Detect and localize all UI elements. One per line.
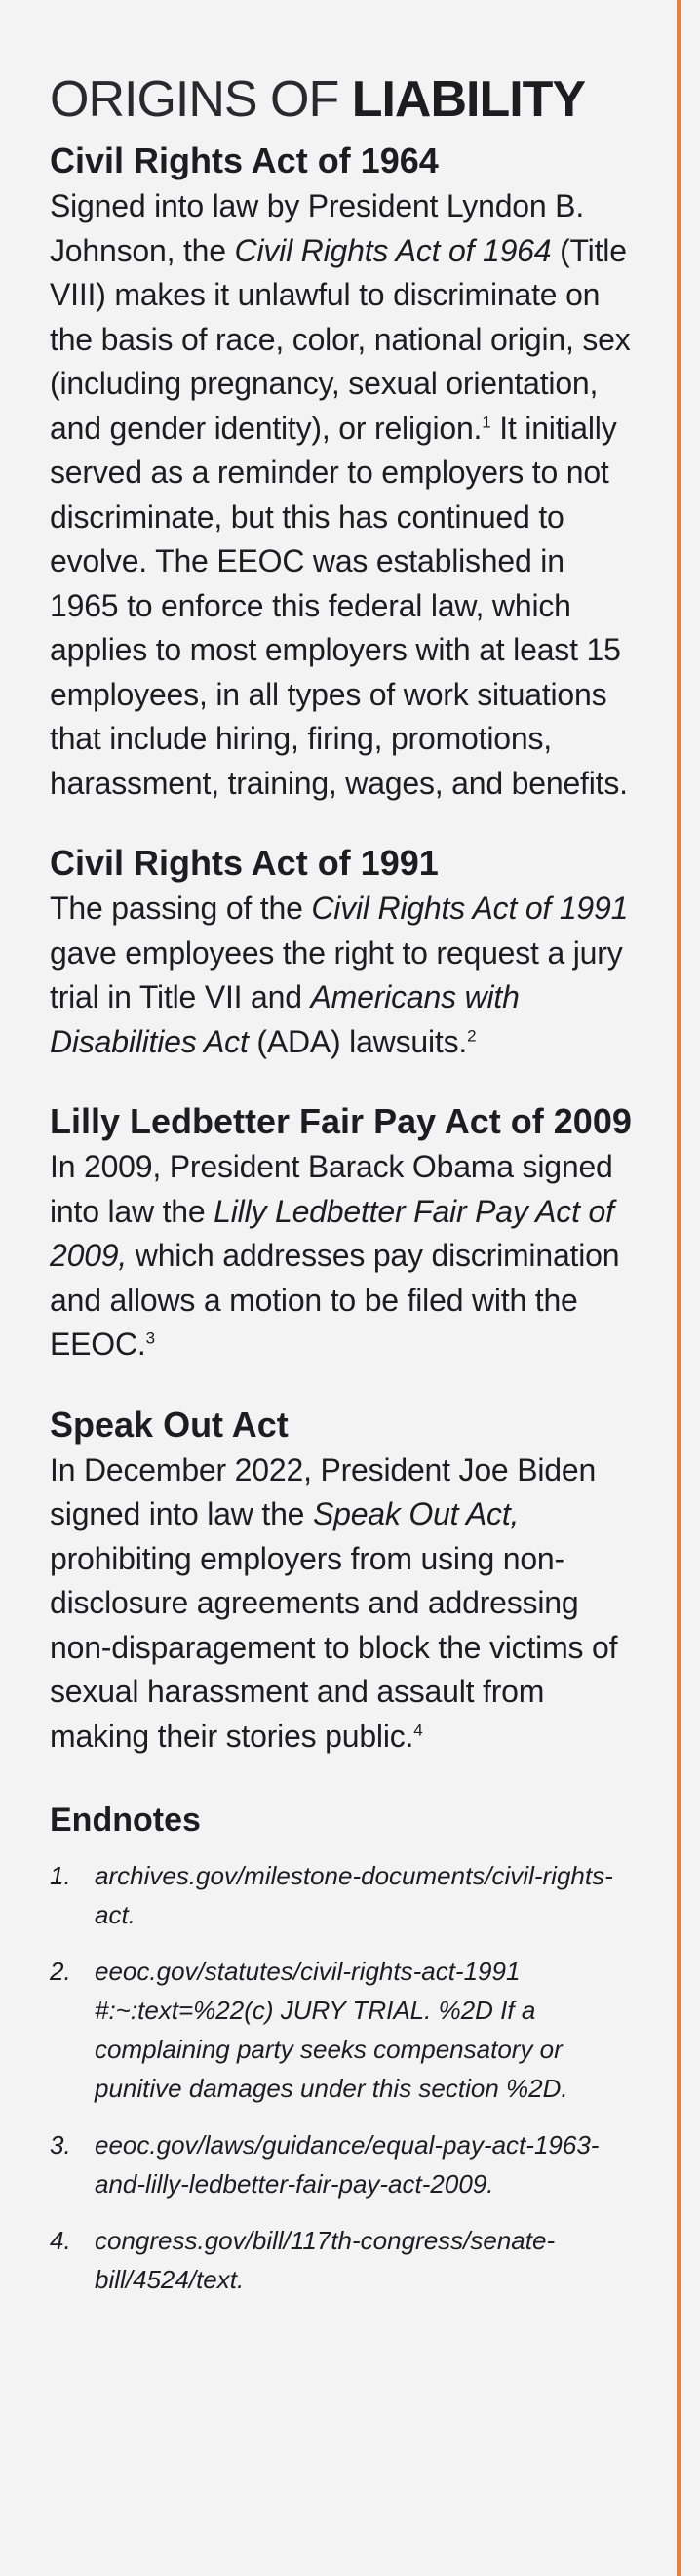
endnotes-heading: Endnotes <box>50 1802 201 1839</box>
endnote-item <box>50 2221 640 2299</box>
act-name-italic: Lilly Ledbetter Fair Pay Act of 2009, <box>50 1193 614 1273</box>
accent-divider-line <box>677 0 681 2576</box>
body-text-run: The passing of the <box>50 891 312 926</box>
act-name-italic: Civil Rights Act of 1964 <box>234 232 552 268</box>
body-text-run: gave employees the right to request a jury trial in Title VII and <box>50 934 623 1014</box>
footnote-marker: 1 <box>482 412 491 431</box>
act-name-italic: Speak Out Act, <box>312 1496 520 1531</box>
section-speak-out-act <box>50 1401 640 1760</box>
body-text-run: In December 2022, President Joe Biden signed into law the <box>50 1451 597 1531</box>
body-text-run: Signed into law by President Lyndon B. Johnson, the <box>50 188 585 268</box>
endnote-item <box>50 2125 640 2203</box>
section-civil-rights-1991 <box>50 839 640 1064</box>
section-heading: Civil Rights Act of 1991 <box>50 843 439 883</box>
body-text-run: It initially served as a reminder to employers to not discriminate, but this has continued to evolve. The EEOC was established in 1965 to enforce this federal law, which applies to most employers with at least 15 employees, in all types of work situations that include hiring, firing, promotions, harassment, training, wages, and benefits. <box>50 410 628 801</box>
endnote-item <box>50 1856 640 1934</box>
body-text-run: (Title VIII) makes it unlawful to discriminate on the basis of race, color, national origin, sex (including pregnancy, sexual orientation, and gender identity), or religion. <box>50 232 631 446</box>
section-body <box>50 1145 640 1367</box>
article-content <box>50 62 640 2317</box>
endnote-number: 2. <box>50 1957 71 1986</box>
body-text-run: (ADA) lawsuits. <box>248 1023 468 1059</box>
section-civil-rights-1964 <box>50 137 640 806</box>
body-text-run: In 2009, President Barack Obama signed into law the <box>50 1149 613 1229</box>
endnote-item <box>50 1952 640 2108</box>
footnote-marker: 2 <box>467 1025 477 1045</box>
body-text-run: prohibiting employers from using non-disclosure agreements and addressing non-disparagement to block the victims of sexual harassment and assault from making their stories public. <box>50 1540 618 1754</box>
section-body <box>50 887 640 1064</box>
footnote-marker: 4 <box>413 1720 423 1739</box>
section-heading: Speak Out Act <box>50 1404 289 1445</box>
endnote-number: 4. <box>50 2226 71 2255</box>
endnotes-section <box>50 1798 640 2299</box>
endnote-number: 1. <box>50 1861 71 1890</box>
endnote-number: 3. <box>50 2130 71 2160</box>
endnote-text: congress.gov/bill/117th-congress/senate-bill/4524/text. <box>95 2226 556 2294</box>
footnote-marker: 3 <box>145 1328 155 1348</box>
section-body <box>50 184 640 806</box>
endnote-text: archives.gov/milestone-documents/civil-rights-act. <box>95 1861 613 1929</box>
section-heading: Civil Rights Act of 1964 <box>50 140 439 180</box>
section-body <box>50 1448 640 1760</box>
act-name-italic: Americans with Disabilities Act <box>50 979 520 1059</box>
body-text-run: which addresses pay discrimination and allows a motion to be filed with the EEOC. <box>50 1238 620 1362</box>
act-name-italic: Civil Rights Act of 1991 <box>311 891 629 926</box>
endnote-text: eeoc.gov/laws/guidance/equal-pay-act-1963-and-lilly-ledbetter-fair-pay-act-2009. <box>95 2130 600 2199</box>
page-title-light: ORIGINS OF <box>50 71 352 128</box>
endnote-text: eeoc.gov/statutes/civil-rights-act-1991 #:~:text=%22(c) JURY TRIAL. %2D If a complaining party seeks compensatory or punitive damages under this section %2D. <box>95 1957 568 2103</box>
section-heading: Lilly Ledbetter Fair Pay Act of 2009 <box>50 1101 632 1141</box>
section-lilly-ledbetter <box>50 1097 640 1367</box>
page-title <box>50 62 640 137</box>
page-title-bold: LIABILITY <box>351 71 586 128</box>
